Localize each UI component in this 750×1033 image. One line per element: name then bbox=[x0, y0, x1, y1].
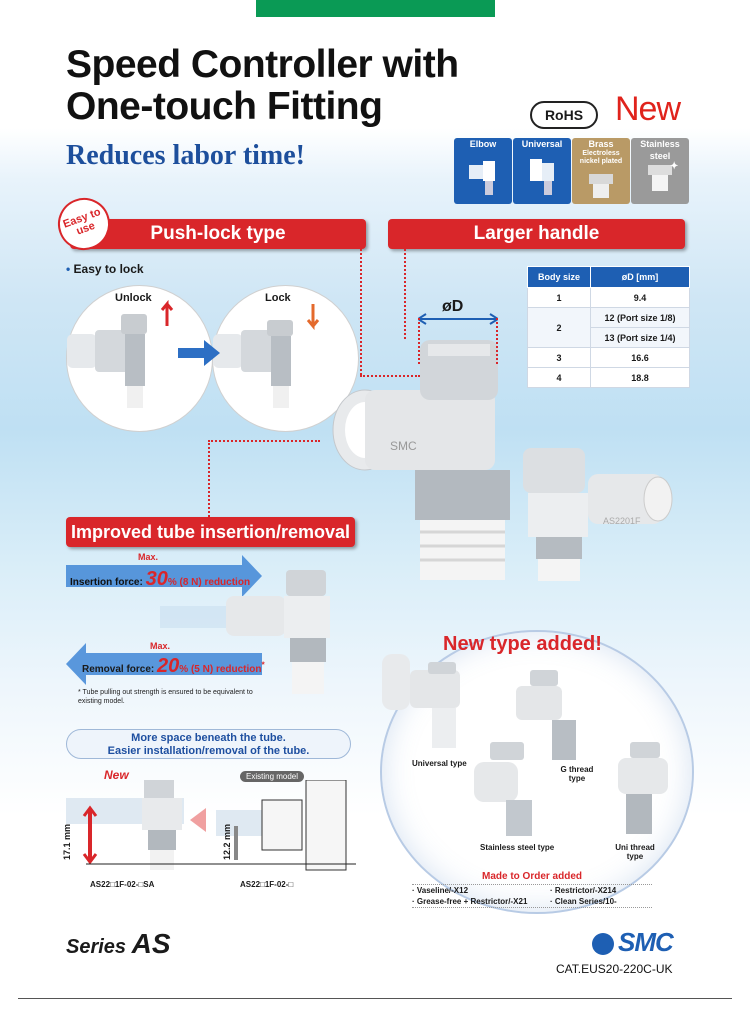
body-size-table bbox=[527, 266, 690, 388]
badge-elbow-label: Elbow bbox=[469, 139, 497, 149]
table-cell: 2 bbox=[528, 308, 591, 348]
elbow-icon bbox=[454, 150, 512, 204]
arrow-right-icon bbox=[178, 340, 220, 366]
tube-insertion-image bbox=[160, 560, 360, 700]
type-uni-thread: Uni thread type bbox=[615, 843, 655, 861]
new-type-added-title: New type added! bbox=[443, 633, 602, 655]
removal-star: * bbox=[261, 659, 265, 670]
easy-to-lock-bullet: • Easy to lock bbox=[66, 262, 144, 276]
universal-icon bbox=[513, 150, 571, 204]
removal-max: Max. bbox=[150, 641, 171, 651]
table-cell: 16.6 bbox=[591, 348, 690, 368]
title-line-1: Speed Controller with bbox=[66, 43, 459, 86]
push-lock-bar: Push-lock type bbox=[70, 219, 366, 249]
removal-label: Removal force: bbox=[82, 664, 155, 675]
insertion-max: Max. bbox=[138, 552, 159, 562]
title-line-2: One-touch Fitting bbox=[66, 85, 383, 128]
dim-new: 17.1 mm bbox=[62, 823, 72, 860]
table-cell: 4 bbox=[528, 368, 591, 388]
page-title bbox=[66, 44, 459, 128]
smc-logo bbox=[592, 927, 673, 958]
badge-universal bbox=[513, 138, 571, 204]
made-to-order-box bbox=[412, 871, 652, 908]
model-mark: AS2201F bbox=[603, 516, 641, 526]
new-label: New bbox=[615, 90, 681, 128]
brass-fitting-icon bbox=[572, 166, 630, 204]
caption-existing-model: AS22□1F-02-□ bbox=[240, 880, 294, 889]
space-line-2: Easier installation/removal of the tube. bbox=[107, 745, 310, 757]
smc-mark: SMC bbox=[390, 439, 417, 453]
series-label bbox=[66, 928, 171, 960]
list-item: · Grease-free + Restrictor/-X21 bbox=[412, 897, 528, 906]
easy-to-lock-text: Easy to lock bbox=[73, 262, 144, 276]
type-g-thread: G thread type bbox=[560, 765, 594, 783]
new-model-tag: New bbox=[104, 768, 129, 782]
series-prefix: Series bbox=[66, 936, 132, 958]
footnote: * Tube pulling out strength is ensured to be equivalent to existing model. bbox=[78, 689, 253, 705]
lock-label: Lock bbox=[265, 292, 291, 304]
mto-title: Made to Order added bbox=[481, 871, 582, 882]
table-cell: 18.8 bbox=[591, 368, 690, 388]
badge-stainless-label: Stainless steel bbox=[640, 139, 680, 161]
top-color-bar bbox=[256, 0, 495, 17]
svg-text:✦: ✦ bbox=[670, 161, 679, 172]
dim-existing: 12.2 mm bbox=[222, 823, 232, 860]
dim-leader-left bbox=[418, 318, 420, 364]
insertion-label: Insertion force: bbox=[70, 577, 143, 588]
dim-leader-right bbox=[496, 318, 498, 364]
badge-stainless bbox=[631, 138, 689, 204]
footer-divider bbox=[18, 998, 732, 999]
type-stainless: Stainless steel type bbox=[480, 843, 555, 852]
height-comparison-image bbox=[66, 780, 366, 875]
table-cell: 9.4 bbox=[591, 288, 690, 308]
table-row bbox=[528, 348, 690, 368]
list-item: · Vaseline/-X12 bbox=[412, 886, 469, 895]
easy-to-use-badge: Easy to use bbox=[51, 191, 118, 258]
new-types-image bbox=[380, 650, 680, 860]
more-space-box bbox=[66, 729, 351, 759]
unlock-label: Unlock bbox=[115, 292, 152, 304]
table-cell: 1 bbox=[528, 288, 591, 308]
table-cell: 13 (Port size 1/4) bbox=[591, 328, 690, 348]
series-name: AS bbox=[131, 928, 171, 959]
table-cell: 12 (Port size 1/8) bbox=[591, 308, 690, 328]
leader-improved bbox=[208, 440, 210, 517]
list-item: · Clean Series/10- bbox=[550, 897, 617, 906]
badge-brass-sub: Electroless nickel plated bbox=[579, 150, 623, 165]
badge-brass bbox=[572, 138, 630, 204]
diameter-label: øD bbox=[442, 298, 464, 315]
insertion-rest: % (8 N) reduction bbox=[167, 577, 251, 588]
insertion-pct: 30 bbox=[145, 568, 168, 590]
badge-elbow bbox=[454, 138, 512, 204]
leader-larger bbox=[404, 249, 406, 339]
subtitle: Reduces labor time! bbox=[66, 140, 305, 171]
smc-globe-icon bbox=[592, 933, 614, 955]
existing-model-tag: Existing model bbox=[240, 771, 304, 782]
table-header-d: øD [mm] bbox=[591, 267, 690, 288]
leader-improved-h bbox=[208, 440, 320, 442]
stainless-fitting-icon bbox=[631, 150, 689, 204]
table-row bbox=[528, 308, 690, 328]
small-speed-controller-image bbox=[508, 444, 678, 584]
list-item: · Restrictor/-X214 bbox=[550, 886, 617, 895]
table-row bbox=[528, 368, 690, 388]
larger-handle-bar: Larger handle bbox=[388, 219, 685, 249]
rohs-badge: RoHS bbox=[530, 101, 598, 129]
badge-universal-label: Universal bbox=[521, 139, 563, 149]
removal-pct: 20 bbox=[157, 655, 180, 677]
removal-rest: % (5 N) reduction bbox=[179, 664, 262, 675]
mto-list bbox=[412, 884, 652, 908]
badge-brass-label: Brass bbox=[588, 139, 614, 149]
table-header-size: Body size bbox=[528, 267, 591, 288]
leader-push-lock-h bbox=[360, 375, 420, 377]
caption-new-model: AS22□1F-02-□SA bbox=[90, 880, 155, 889]
improved-bar: Improved tube insertion/removal bbox=[66, 517, 355, 547]
table-cell: 3 bbox=[528, 348, 591, 368]
leader-push-lock bbox=[360, 249, 362, 375]
smc-logo-text: SMC bbox=[618, 927, 673, 957]
table-row bbox=[528, 288, 690, 308]
space-line-1: More space beneath the tube. bbox=[131, 732, 286, 744]
catalog-number: CAT.EUS20-220C-UK bbox=[556, 962, 673, 976]
type-universal: Universal type bbox=[412, 759, 467, 768]
